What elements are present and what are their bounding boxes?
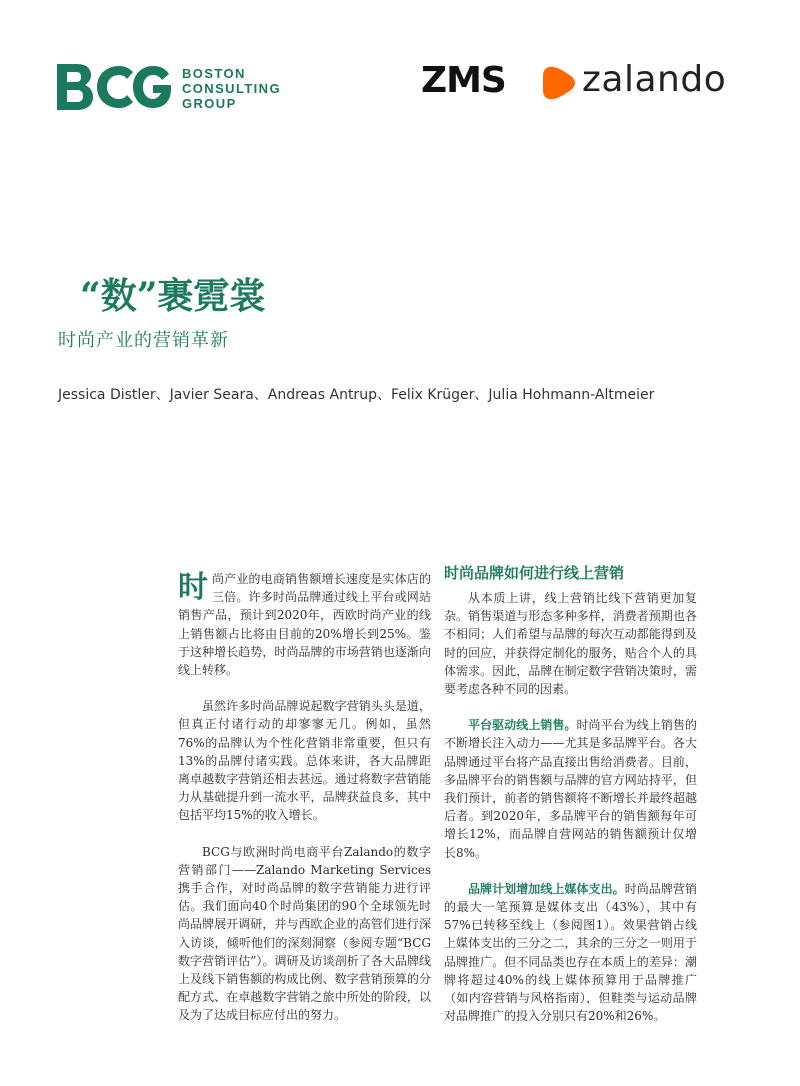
- paragraph: BCG与欧洲时尚电商平台Zalando的数字营销部门——Zalando Marketing Services携手合作，对时尚品牌的数字营销能力进行评估。我们面向40个时尚集团的90个全球领先时尚品牌展开调研，并与西欧企业的高管们进行深入访谈，倾听他们的深刻洞察（参阅专题“BCG数字营销评估”）。调研及访谈剖析了各大品牌线上及线下销售额的构成比例、数字营销预算的分配方式、在卓越数字营销之旅中所处的阶段，以及为了达成目标应付出的努力。: [178, 844, 431, 1023]
- paragraph-lead: 平台驱动线上销售。: [468, 718, 577, 733]
- zms-logo: ZMS: [421, 60, 506, 101]
- paragraph: 虽然许多时尚品牌说起数字营销头头是道，但真正付诸行动的却寥寥无几。例如，虽然76%的品牌认为个性化营销非常重要，但只有13%的品牌付诸实践。总体来讲，各大品牌距离卓越数字营销还相去甚远。通过将数字营销能力从基础提升到一流水平，品牌获益良多，其中包括平均15%的收入增长。: [178, 699, 431, 823]
- authors-line: Jessica Distler、Javier Seara、Andreas Antrup、Felix Krüger、Julia Hohmann-Altmeier: [58, 387, 655, 403]
- drop-cap: 时: [178, 570, 208, 605]
- paragraph: 从本质上讲，线上营销比线下营销更加复杂。销售渠道与形态多种多样，消费者预期也各不相同；人们希望与品牌的每次互动都能得到及时的回应，并获得定制化的服务，贴合个人的具体需求。因此，品牌在制定数字营销决策时，需要考虑各种不同的因素。: [444, 591, 697, 697]
- zalando-wordmark: zalando: [582, 59, 727, 100]
- paragraph-text: 时尚品牌营销的最大一笔预算是媒体支出（43%），其中有57%已转移至线上（参阅图1）。效果营销占线上媒体支出的三分之二，其余的三分之一则用于品牌推广。但不同品类也存在本质上的差异：潮牌将超过40%的线上媒体预算用于品牌推广（如内容营销与风格指南），但鞋类与运动品牌对品牌推广的投入分别只有20%和26%。: [444, 881, 697, 1024]
- right-column: [444, 563, 697, 1025]
- paragraph: [444, 716, 697, 862]
- paragraph-text: 尚产业的电商销售额增长速度是实体店的三倍。许多时尚品牌通过线上平台或网站销售产品，预计到2020年，西欧时尚产业的线上销售额占比将由目前的20%增长到25%。鉴于这种增长趋势，时尚品牌的市场营销也逐渐向线上转移。: [178, 572, 431, 678]
- paragraph: [444, 880, 697, 1026]
- bcg-wordmark: [182, 66, 281, 111]
- page-subtitle: 时尚产业的营销革新: [58, 330, 229, 351]
- bcg-word: BOSTON: [182, 66, 246, 81]
- paragraph-text: 时尚平台为线上销售的不断增长注入动力——尤其是多品牌平台。各大品牌通过平台将产品直接出售给消费者。目前，多品牌平台的销售额与品牌的官方网站持平，但我们预计，前者的销售额将不断增长并最终超越后者。到2020年，多品牌平台的销售额每年可增长12%，而品牌自营网站的销售额预计仅增长8%。: [444, 718, 697, 860]
- section-heading: 时尚品牌如何进行线上营销: [444, 564, 625, 582]
- paragraph-lead: 品牌计划增加线上媒体支出。: [468, 881, 625, 896]
- bcg-logo: [55, 62, 295, 114]
- bcg-word: GROUP: [182, 96, 237, 111]
- zalando-play-icon: [541, 63, 577, 103]
- page-title: “数”裹霓裳: [80, 275, 266, 317]
- left-column: [178, 570, 431, 1025]
- bcg-logo-mark: [55, 62, 171, 112]
- intro-paragraph: [178, 570, 431, 679]
- bcg-word: CONSULTING: [182, 81, 281, 96]
